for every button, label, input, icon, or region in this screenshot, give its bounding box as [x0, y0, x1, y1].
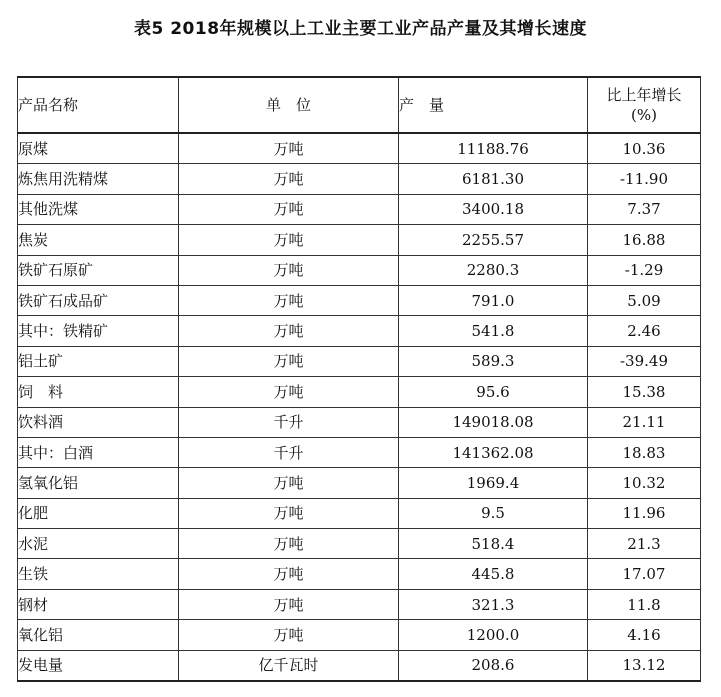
growth-cell: 4.16: [588, 620, 701, 650]
output-cell: 9.5: [399, 498, 588, 528]
growth-cell: 18.83: [588, 437, 701, 467]
table-row: [18, 498, 701, 528]
table-row: [18, 285, 701, 315]
header-product-name: 产品名称: [18, 77, 179, 133]
output-cell: 2280.3: [399, 255, 588, 285]
header-growth-unit: (%): [631, 106, 657, 124]
table-row: [18, 225, 701, 255]
unit-cell: 万吨: [179, 559, 399, 589]
table-row: [18, 620, 701, 650]
unit-cell: 万吨: [179, 255, 399, 285]
unit-cell: 万吨: [179, 225, 399, 255]
table-row: [18, 164, 701, 194]
table-row: [18, 650, 701, 681]
unit-cell: 万吨: [179, 316, 399, 346]
output-cell: 2255.57: [399, 225, 588, 255]
unit-cell: 千升: [179, 437, 399, 467]
output-cell: 541.8: [399, 316, 588, 346]
unit-cell: 万吨: [179, 498, 399, 528]
unit-cell: 万吨: [179, 194, 399, 224]
unit-cell: 万吨: [179, 285, 399, 315]
output-cell: 791.0: [399, 285, 588, 315]
product-name-cell: 氢氧化铝: [18, 468, 179, 498]
table-row: [18, 559, 701, 589]
unit-cell: 万吨: [179, 133, 399, 164]
table-row: [18, 407, 701, 437]
output-cell: 6181.30: [399, 164, 588, 194]
output-cell: 1969.4: [399, 468, 588, 498]
header-growth-label: 比上年增长: [606, 86, 682, 104]
growth-cell: 16.88: [588, 225, 701, 255]
table-row: [18, 437, 701, 467]
product-name-cell: 饲 料: [18, 377, 179, 407]
product-name-cell: 钢材: [18, 589, 179, 619]
header-growth: [588, 77, 701, 133]
unit-cell: 亿千瓦时: [179, 650, 399, 681]
product-name-cell: 生铁: [18, 559, 179, 589]
unit-cell: 万吨: [179, 468, 399, 498]
product-name-cell: 其他洗煤: [18, 194, 179, 224]
output-cell: 589.3: [399, 346, 588, 376]
table-header-row: [18, 77, 701, 133]
product-name-cell: 铁矿石成品矿: [18, 285, 179, 315]
output-cell: 445.8: [399, 559, 588, 589]
output-cell: 149018.08: [399, 407, 588, 437]
growth-cell: 13.12: [588, 650, 701, 681]
table-row: [18, 194, 701, 224]
table-row: [18, 346, 701, 376]
table-row: [18, 377, 701, 407]
growth-cell: 21.11: [588, 407, 701, 437]
output-cell: 321.3: [399, 589, 588, 619]
product-name-cell: 水泥: [18, 529, 179, 559]
output-cell: 3400.18: [399, 194, 588, 224]
products-table: [17, 76, 701, 682]
table-row: [18, 316, 701, 346]
unit-cell: 万吨: [179, 377, 399, 407]
output-cell: 1200.0: [399, 620, 588, 650]
growth-cell: 2.46: [588, 316, 701, 346]
product-name-cell: 焦炭: [18, 225, 179, 255]
output-cell: 518.4: [399, 529, 588, 559]
product-name-cell: 炼焦用洗精煤: [18, 164, 179, 194]
table-row: [18, 589, 701, 619]
growth-cell: 10.32: [588, 468, 701, 498]
growth-cell: 5.09: [588, 285, 701, 315]
growth-cell: 7.37: [588, 194, 701, 224]
output-cell: 95.6: [399, 377, 588, 407]
growth-cell: -11.90: [588, 164, 701, 194]
header-output: 产 量: [399, 77, 588, 133]
header-unit: 单 位: [179, 77, 399, 133]
product-name-cell: 铝土矿: [18, 346, 179, 376]
product-name-cell: 饮料酒: [18, 407, 179, 437]
table-title: 表5 2018年规模以上工业主要工业产品产量及其增长速度: [133, 19, 588, 39]
unit-cell: 万吨: [179, 620, 399, 650]
table-row: [18, 255, 701, 285]
output-cell: 141362.08: [399, 437, 588, 467]
table-row: [18, 468, 701, 498]
growth-cell: 21.3: [588, 529, 701, 559]
unit-cell: 万吨: [179, 164, 399, 194]
growth-cell: 17.07: [588, 559, 701, 589]
product-name-cell: 原煤: [18, 133, 179, 164]
output-cell: 11188.76: [399, 133, 588, 164]
product-name-cell: 铁矿石原矿: [18, 255, 179, 285]
product-name-cell: 其中：白酒: [18, 437, 179, 467]
product-name-cell: 化肥: [18, 498, 179, 528]
product-name-cell: 其中：铁精矿: [18, 316, 179, 346]
unit-cell: 千升: [179, 407, 399, 437]
unit-cell: 万吨: [179, 346, 399, 376]
product-name-cell: 发电量: [18, 650, 179, 681]
growth-cell: 10.36: [588, 133, 701, 164]
unit-cell: 万吨: [179, 529, 399, 559]
product-name-cell: 氧化铝: [18, 620, 179, 650]
output-cell: 208.6: [399, 650, 588, 681]
table-row: [18, 529, 701, 559]
growth-cell: -1.29: [588, 255, 701, 285]
growth-cell: 11.96: [588, 498, 701, 528]
unit-cell: 万吨: [179, 589, 399, 619]
growth-cell: 15.38: [588, 377, 701, 407]
growth-cell: 11.8: [588, 589, 701, 619]
growth-cell: -39.49: [588, 346, 701, 376]
table-row: [18, 133, 701, 164]
